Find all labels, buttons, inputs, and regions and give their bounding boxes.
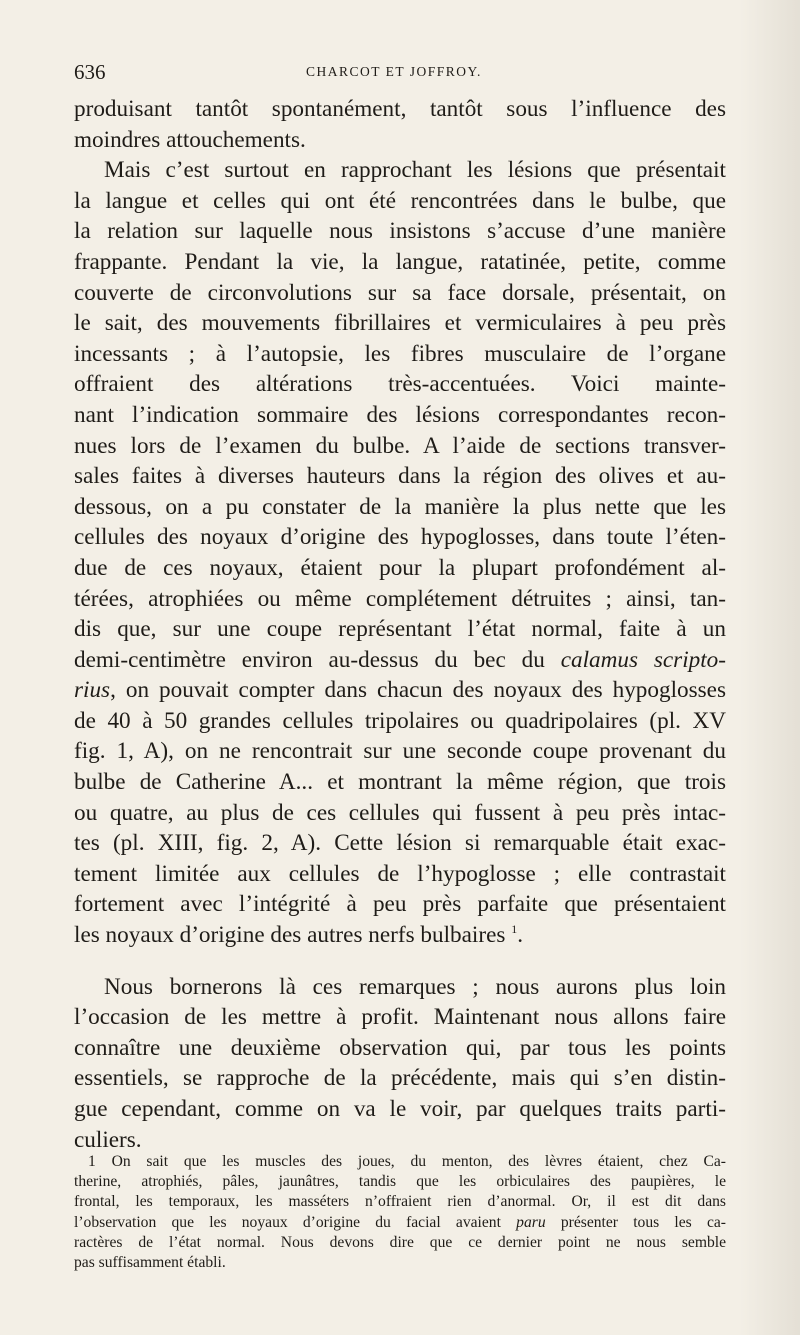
text-line: moindres attouchements.	[74, 126, 306, 153]
text-line: incessants ; à l’autopsie, les fibres musculaire de l’organe	[74, 340, 726, 367]
latin-term: calamus scripto-	[560, 646, 726, 673]
footnote-line: ractères de l’état normal. Nous devons dire que ce dernier point ne nous semble	[74, 1233, 726, 1251]
text-line: cellules des noyaux d’origine des hypoglosses, dans toute l’éten-	[74, 524, 726, 551]
text-line: tes (pl. XIII, fig. 2, A). Cette lésion si remarquable était exac-	[74, 830, 726, 857]
footnote	[74, 1152, 726, 1273]
page-edge-shadow	[740, 0, 800, 1335]
text-line	[74, 645, 726, 676]
text-line: fortement avec l’intégrité à peu près parfaite que présentaient	[74, 891, 726, 918]
text-line: dessous, on a pu constater de la manière la plus nette que les	[74, 493, 726, 520]
text-line: ou quatre, au plus de ces cellules qui fussent à peu près intac-	[74, 799, 726, 826]
text-line: dis que, sur une coupe représentant l’état normal, faite à un	[74, 616, 726, 643]
footnote-reference[interactable]: 1	[511, 922, 518, 937]
text-segment: demi-centimètre environ au-dessus du bec du	[74, 646, 545, 673]
italic-word: paru	[516, 1213, 546, 1231]
text-line	[74, 675, 726, 706]
text-segment: l’observation que les noyaux d’origine du facial avaient	[74, 1213, 501, 1231]
text-line: la langue et celles qui ont été rencontrées dans le bulbe, que	[74, 187, 726, 214]
paragraph-start: Nous bornerons là ces remarques ; nous aurons plus loin	[104, 973, 726, 1000]
footnote-line: pas suffisamment établi.	[74, 1254, 226, 1272]
text-line	[74, 920, 726, 951]
text-line: culiers.	[74, 1126, 142, 1153]
text-line: bulbe de Catherine A... et montrant la même région, que trois	[74, 769, 726, 796]
page-header	[74, 58, 724, 88]
text-line: due de ces noyaux, étaient pour la plupart profondément al-	[74, 554, 726, 581]
text-line: tement limitée aux cellules de l’hypoglosse ; elle contrastait	[74, 860, 726, 887]
footnote-line	[74, 1152, 726, 1172]
footnote-line: frontal, les temporaux, les masséters n’offraient rien d’anormal. Or, il est dit dans	[74, 1193, 726, 1211]
text-line: fig. 1, A), on ne rencontrait sur une seconde coupe provenant du	[74, 738, 726, 765]
footnote-line: therine, atrophiés, pâles, jaunâtres, tandis que les orbiculaires des paupières, le	[74, 1173, 726, 1191]
footnote-line	[74, 1213, 726, 1233]
text-line: nant l’indication sommaire des lésions correspondantes recon-	[74, 401, 726, 428]
text-segment: , on pouvait compter dans chacun des noyaux des hypoglosses	[110, 677, 726, 704]
paragraph-start: Mais c’est surtout en rapprochant les lésions que présentait	[104, 157, 726, 184]
text-line: la relation sur laquelle nous insistons s’accuse d’une manière	[74, 218, 726, 245]
main-text	[74, 94, 726, 1155]
text-segment: les noyaux d’origine des autres nerfs bulbaires	[74, 922, 506, 949]
text-segment: .	[517, 922, 524, 949]
text-line: produisant tantôt spontanément, tantôt sous l’influence des	[74, 96, 726, 122]
text-line: l’occasion de les mettre à profit. Maintenant nous allons faire	[74, 1004, 726, 1031]
text-line: le sait, des mouvements fibrillaires et vermiculaires à peu près	[74, 310, 726, 337]
running-head: CHARCOT ET JOFFROY.	[306, 64, 482, 79]
text-line: offraient des altérations très-accentuées. Voici mainte-	[74, 371, 726, 398]
text-line: connaître une deuxième observation qui, par tous les points	[74, 1034, 726, 1061]
text-line: essentiels, se rapproche de la précédente, mais qui s’en distin-	[74, 1065, 726, 1092]
text-segment: présenter tous les ca-	[560, 1213, 726, 1231]
text-line: térées, atrophiées ou même complétement détruites ; ainsi, tan-	[74, 585, 726, 612]
text-line: nues lors de l’examen du bulbe. A l’aide de sections transver-	[74, 432, 726, 459]
text-line: de 40 à 50 grandes cellules tripolaires ou quadripolaires (pl. XV	[74, 707, 726, 734]
text-line: frappante. Pendant la vie, la langue, ratatinée, petite, comme	[74, 248, 726, 275]
text-segment: On sait que les muscles des joues, du menton, des lèvres étaient, chez Ca-	[111, 1153, 726, 1170]
latin-term-end: rius	[74, 677, 111, 704]
footnote-marker: 1	[88, 1153, 96, 1170]
text-line: couverte de circonvolutions sur sa face dorsale, présentait, on	[74, 279, 726, 306]
text-line: sales faites à diverses hauteurs dans la région des olives et au-	[74, 463, 726, 490]
text-line: gue cependant, comme on va le voir, par quelques traits parti-	[74, 1096, 726, 1122]
page-number: 636	[74, 60, 106, 84]
